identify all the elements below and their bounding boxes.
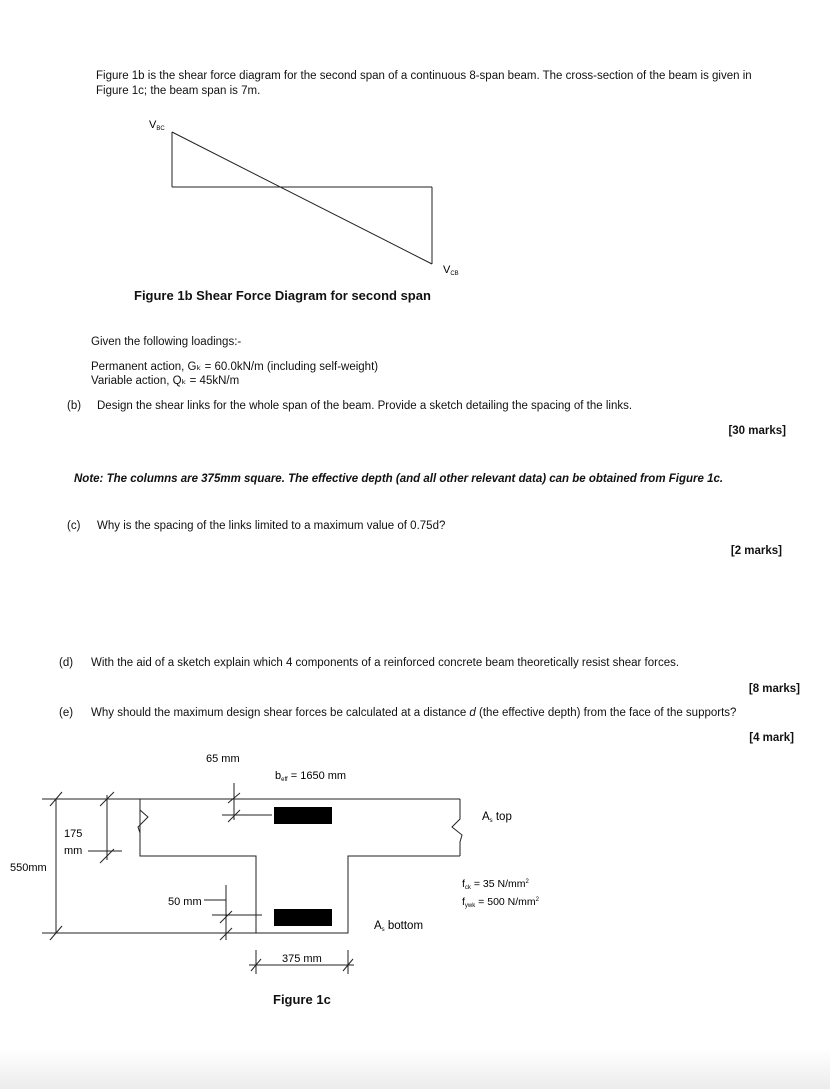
figure-1c-caption: Figure 1c [273, 992, 331, 1007]
fck-label: fck = 35 $N/mm^2$ [462, 878, 529, 891]
dim-50-label: 50 mm [168, 896, 202, 908]
question-c-text: Why is the spacing of the links limited to a maximum value of 0.75d? [97, 520, 446, 532]
as-bottom-label: As bottom [374, 920, 424, 933]
question-c-label: (c) [67, 520, 81, 532]
beff-label: beff = 1650 mm [275, 770, 347, 783]
beam-cross-section [0, 745, 830, 975]
variable-action: Variable action, Qₖ = 45kN/m [91, 375, 240, 387]
question-d-label: (d) [59, 657, 74, 669]
question-b-marks: [30 marks] [728, 425, 786, 437]
question-d-text: With the aid of a sketch explain which 4 components of a reinforced concrete beam theoretically resist shear forces. [91, 657, 680, 669]
dim-175-label: 175 [64, 828, 83, 840]
dim-550-label: 550mm [10, 862, 47, 874]
intro-line-2: Figure 1c; the beam span is 7m. [96, 85, 261, 97]
note-text: Note: The columns are 375mm square. The effective depth (and all other relevant data) can be obtained from Figure 1c. [74, 473, 724, 485]
top-reinforcement-bar [274, 807, 332, 824]
question-d-marks: [8 marks] [748, 683, 800, 695]
figure-1b-caption: Figure 1b Shear Force Diagram for second span [134, 288, 431, 303]
question-b-text: Design the shear links for the whole span of the beam. Provide a sketch detailing the spacing of the links. [97, 400, 633, 412]
dim-175-unit-label: mm [64, 845, 83, 857]
fywk-label: fywk = 500 $N/mm^2$ [462, 896, 540, 909]
permanent-action: Permanent action, Gₖ = 60.0kN/m (including self-weight) [91, 361, 379, 373]
question-c-marks: [2 marks] [730, 545, 782, 557]
intro-line-1: Figure 1b is the shear force diagram for the second span of a continuous 8-span beam. The cross-section of the beam is given in [96, 70, 752, 82]
bottom-reinforcement-bar [274, 909, 332, 926]
page-bottom-shadow [0, 1049, 830, 1089]
sfd-diagonal [172, 132, 432, 264]
v-cb-label: VCB [443, 264, 459, 277]
v-bc-label: VBC [149, 119, 165, 132]
dim-65-label: 65 mm [206, 753, 240, 765]
question-e-marks: [4 mark] [749, 732, 794, 744]
question-b-label: (b) [67, 400, 82, 412]
question-e-text: Why should the maximum design shear forces be calculated at a distance d (the effective depth) from the face of the supports? [91, 707, 737, 719]
question-e-label: (e) [59, 707, 74, 719]
as-top-label: As top [482, 811, 512, 824]
dim-375-label: 375 mm [282, 953, 322, 965]
loadings-heading: Given the following loadings:- [91, 336, 242, 348]
right-break-line [452, 799, 462, 856]
shear-force-diagram [140, 112, 460, 282]
